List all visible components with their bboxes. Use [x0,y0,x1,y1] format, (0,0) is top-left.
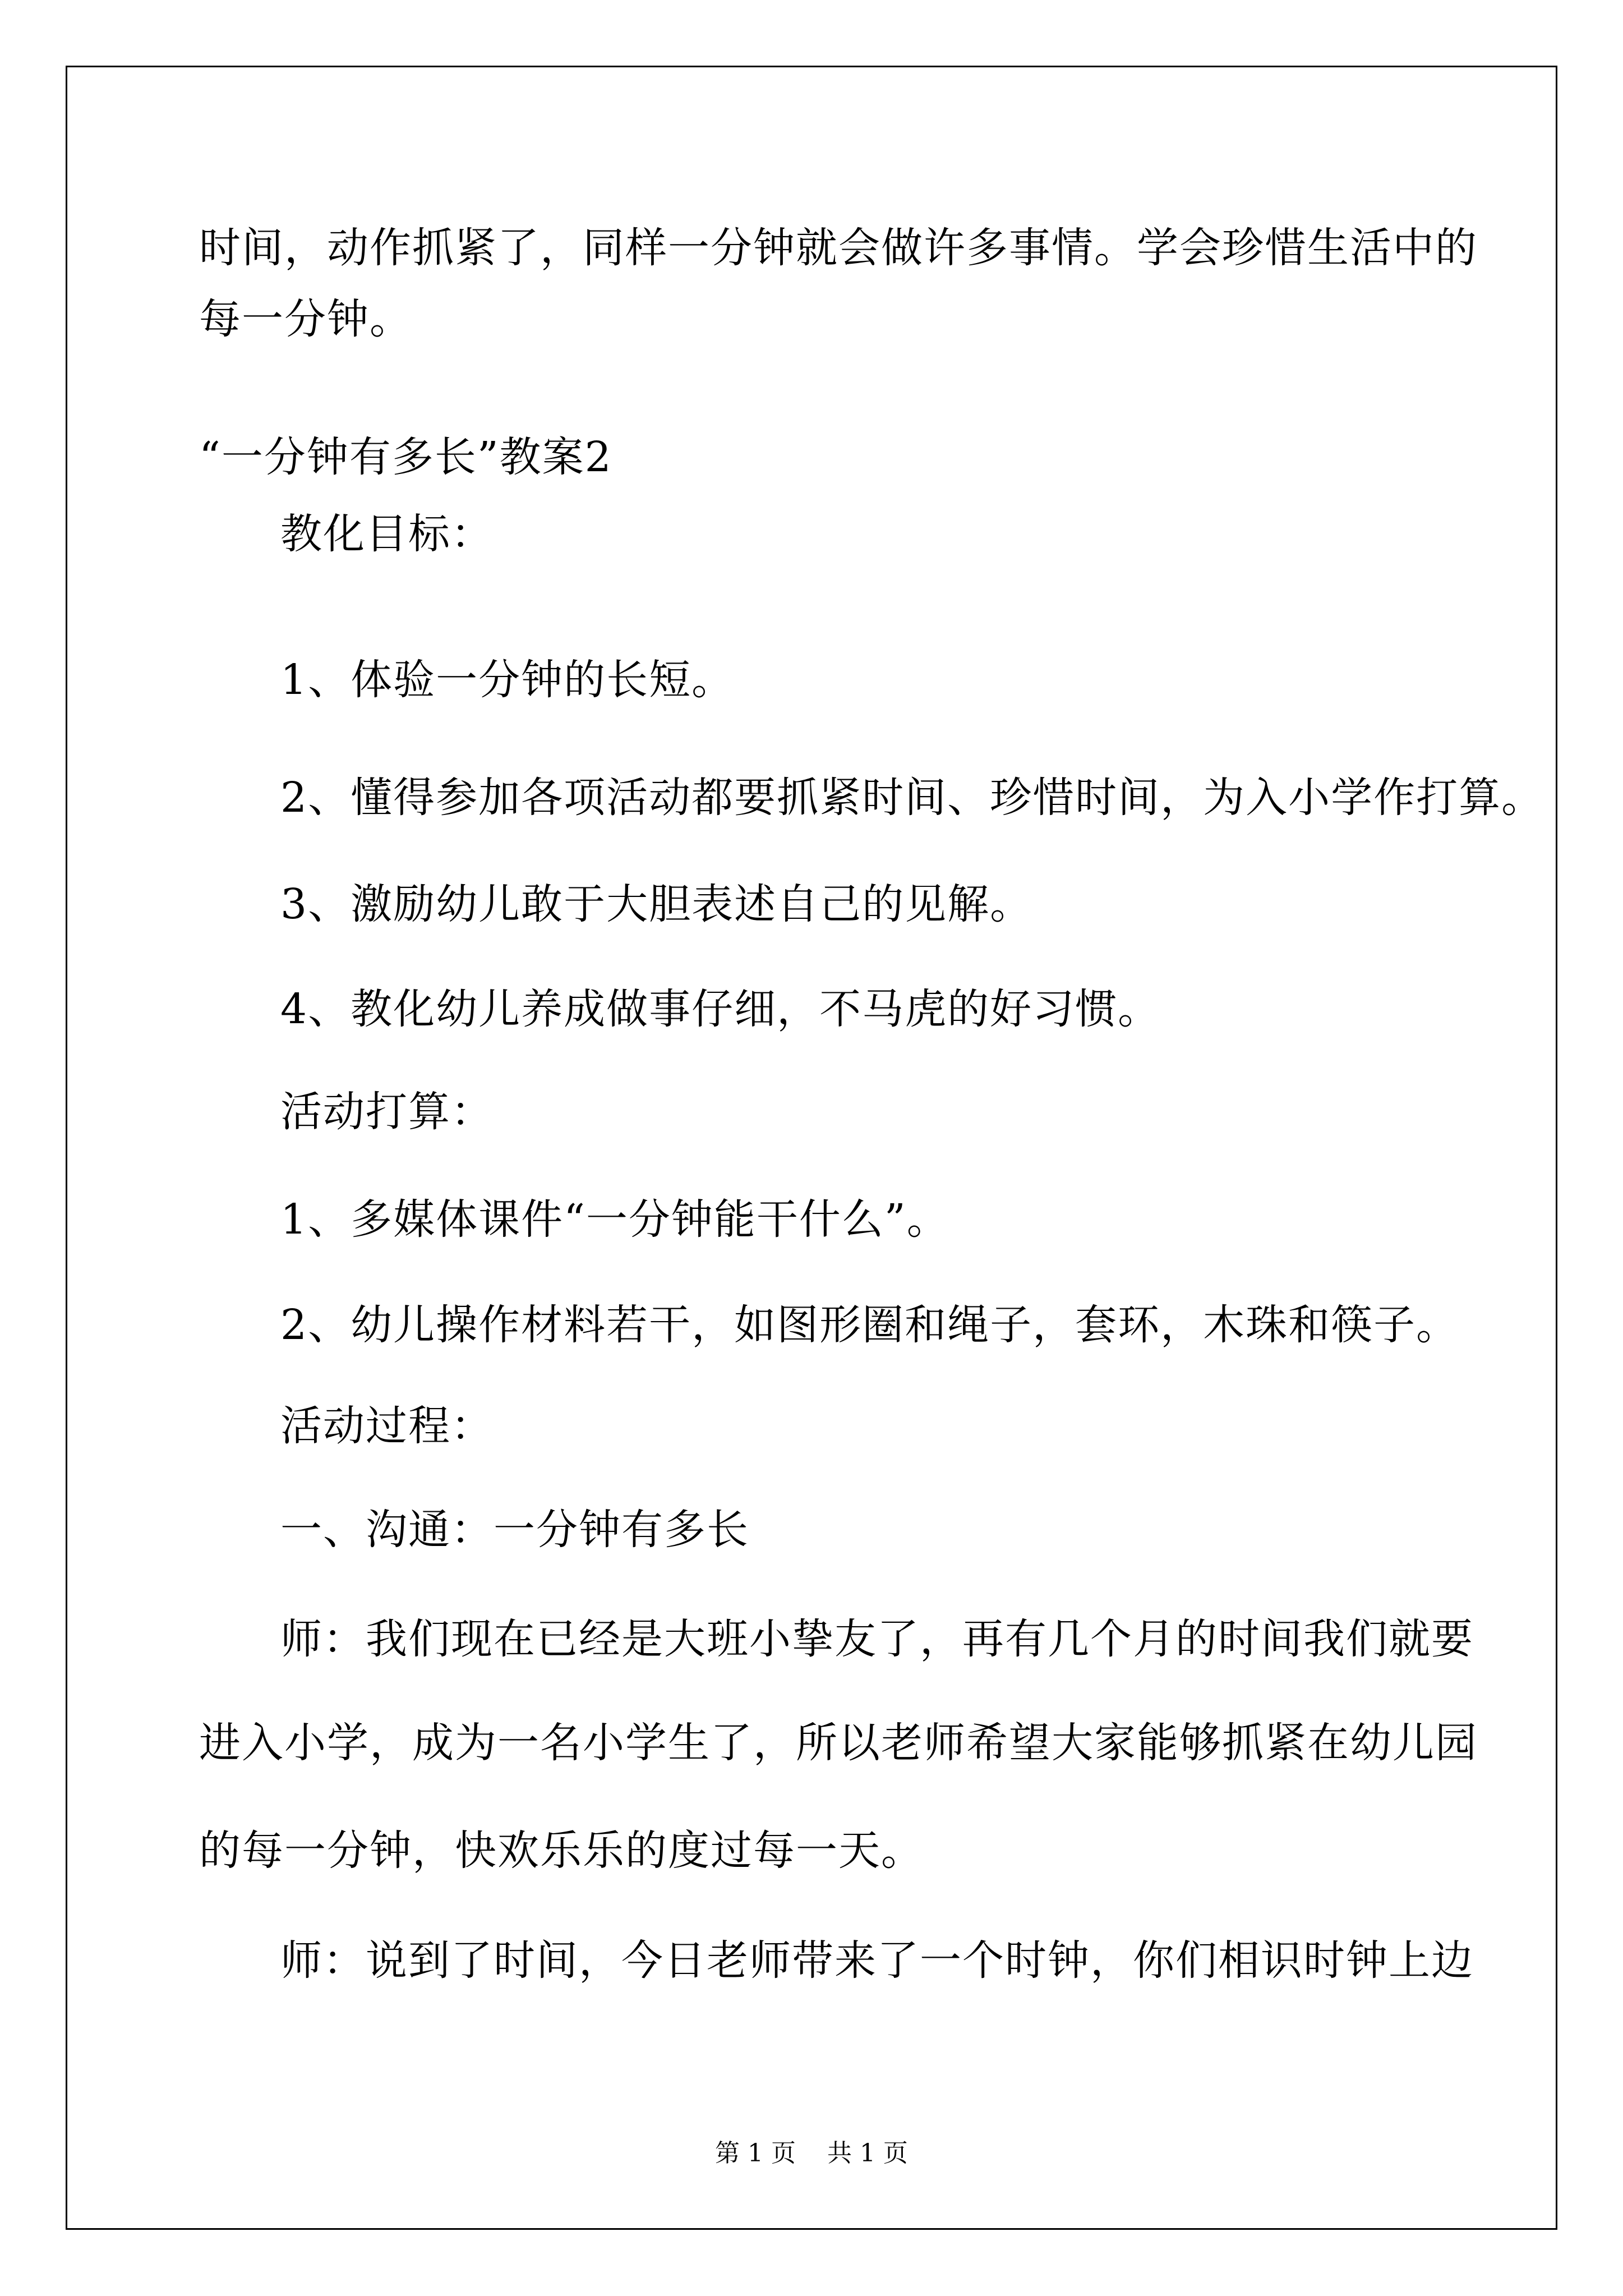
heading-preparation: 活动打算： [280,1088,494,1136]
preparation-item: 1、多媒体课件“一分钟能干什么”。 [280,1195,949,1244]
body-text-line: 进入小学，成为一名小学生了，所以老师希望大家能够抓紧在幼儿园 [199,1719,1478,1767]
body-text-line: 师：我们现在已经是大班小挚友了，再有几个月的时间我们就要 [280,1615,1474,1663]
body-text-line: 时间，动作抓紧了，同样一分钟就会做许多事情。学会珍惜生活中的 [199,224,1478,272]
goal-item: 3、激励幼儿敢于大胆表述自己的见解。 [280,880,1033,928]
heading-process: 活动过程： [280,1402,494,1450]
process-step-heading: 一、沟通：一分钟有多长 [280,1506,749,1554]
body-text-line: 每一分钟。 [199,295,412,343]
preparation-item: 2、幼儿操作材料若干，如图形圈和绳子，套环，木珠和筷子。 [280,1301,1459,1349]
goal-item: 2、懂得参加各项活动都要抓紧时间、珍惜时间，为入小学作打算。 [280,774,1544,822]
section-title: “一分钟有多长”教案2 [199,433,612,481]
heading-teaching-goals: 教化目标： [280,510,494,558]
body-text-line: 的每一分钟，快欢乐乐的度过每一天。 [199,1826,924,1875]
body-text-line: 师：说到了时间，今日老师带来了一个时钟，你们相识时钟上边 [280,1936,1474,1985]
goal-item: 4、教化幼儿养成做事仔细，不马虎的好习惯。 [280,985,1161,1033]
page-number-footer: 第 1 页 共 1 页 [715,2139,908,2168]
page-border [66,66,1557,2230]
goal-item: 1、体验一分钟的长短。 [280,656,735,704]
